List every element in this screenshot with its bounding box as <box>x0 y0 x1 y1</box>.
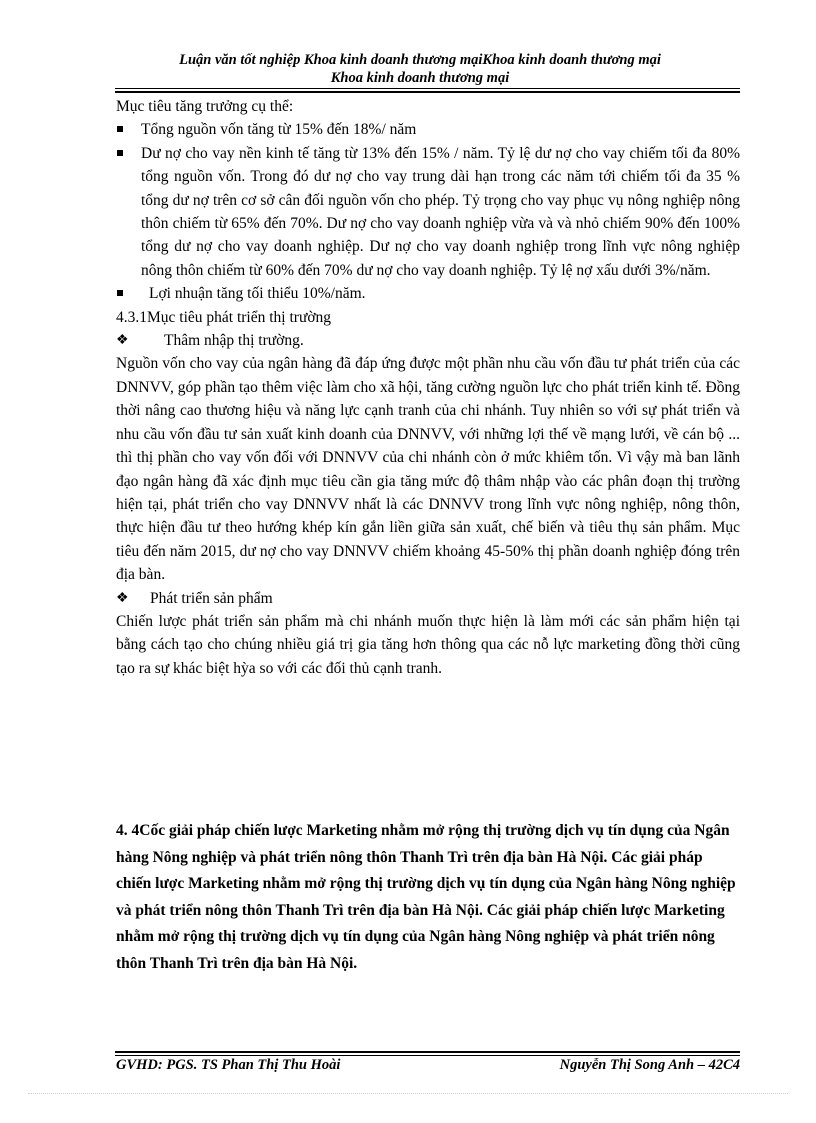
diamond-bullet-icon: ❖ <box>116 590 129 606</box>
header-line-2: Khoa kinh doanh thương mại <box>330 70 510 86</box>
header-divider-thick <box>115 91 740 93</box>
subsection-heading: 4.3.1Mục tiêu phát triển thị trường <box>116 308 332 326</box>
bullet-loan-outstanding <box>116 142 740 282</box>
paragraph-market-penetration: Nguồn vốn cho vay của ngân hàng đã đáp ứng được một phần nhu cầu vốn đầu tư phát triển của các DNNVV, góp phần tạo thêm việc làm cho xã hội, tăng cường nguồn lực cho phát triển kinh tế. Đồng thời nâng cao thương hiệu và năng lực cạnh tranh của chi nhánh. Tuy nhiên so với sự phát triển và nhu cầu vốn đầu tư sản xuất kinh doanh của DNNVV, với những lợi thế về mạng lưới, về cán bộ ... thì thị phần cho vay vốn đối với DNNVV của chi nhánh còn ở mức khiêm tốn. Vì vậy mà ban lãnh đạo ngân hàng đã xác định mục tiêu cần gia tăng mức độ thâm nhập vào các phân đoạn thị trường hiện tại, phát triển cho vay DNNVV nhất là các DNNVV trong lĩnh vực nông nghiệp, nông thôn, thực hiện đầu tư theo hướng khép kín gắn liền giữa sản xuất, chế biến và tiêu thụ sản phẩm. Mục tiêu đến năm 2015, dư nợ cho vay DNNVV chiếm khoảng 45-50% thị phần doanh nghiệp đóng trên địa bàn. <box>116 355 740 584</box>
bullet-text: Tổng nguồn vốn tăng từ 15% đến 18%/ năm <box>141 121 417 139</box>
bullet-text: Lợi nhuận tăng tối thiểu 10%/năm. <box>149 285 366 303</box>
diamond-bullet-icon: ❖ <box>116 333 129 349</box>
header-divider-thin <box>115 88 740 89</box>
page-header <box>100 51 740 87</box>
document-body <box>116 95 740 680</box>
footer-supervisor: GVHD: PGS. TS Phan Thị Thu Hoài <box>116 1057 341 1073</box>
diamond-item-market-penetration <box>116 329 740 352</box>
bullet-capital-growth <box>116 118 740 141</box>
bullet-profit-growth <box>116 282 740 305</box>
header-line-1: Luận văn tốt nghiệp Khoa kinh doanh thương mạiKhoa kinh doanh thương mại <box>179 52 661 68</box>
footer-divider-thick <box>115 1051 740 1053</box>
footer-author: Nguyễn Thị Song Anh – 42C4 <box>559 1057 740 1073</box>
section-heading-4-4: 4. 4Cốc giải pháp chiến lược Marketing nhằm mở rộng thị trường dịch vụ tín dụng của Ngân hàng Nông nghiệp và phát triển nông thôn Thanh Trì trên địa bàn Hà Nội. Các giải pháp chiến lược Marketing nhằm mở rộng thị trường dịch vụ tín dụng của Ngân hàng Nông nghiệp và phát triển nông thôn Thanh Trì trên địa bàn Hà Nội. Các giải pháp chiến lược Marketing nhằm mở rộng thị trường dịch vụ tín dụng của Ngân hàng Nông nghiệp và phát triển nông thôn Thanh Trì trên địa bàn Hà Nội. <box>116 822 736 972</box>
footer-divider-thin <box>115 1055 740 1056</box>
growth-targets-intro: Mục tiêu tăng trưởng cụ thể: <box>116 98 294 115</box>
diamond-item-product-development <box>116 587 740 610</box>
paragraph-product-development: Chiến lược phát triển sản phẩm mà chi nhánh muốn thực hiện là làm mới các sản phẩm hiện tại bằng cách tạo cho chúng nhiều giá trị gia tăng hơn thông qua các nỗ lực marketing đồng thời cũng tạo ra sự khác biệt hỳa so với các đối thủ cạnh tranh. <box>116 612 740 677</box>
diamond-item-text: Phát triển sản phẩm <box>150 589 273 607</box>
page-bottom-edge <box>28 1093 788 1094</box>
diamond-item-text: Thâm nhập thị trường. <box>164 332 304 350</box>
bullet-text: Dư nợ cho vay nền kinh tế tăng từ 13% đến 15% / năm. Tỷ lệ dư nợ cho vay chiếm tối đa 80% tổng nguồn vốn. Trong đó dư nợ cho vay trung dài hạn trong các năm tới chiếm tối đa 35 % tổng dư nợ trên cơ sở cân đối nguồn vốn cho phép. Tỷ trọng cho vay phục vụ nông nghiệp nông thôn chiếm từ 65% đến 70%. Dư nợ cho vay doanh nghiệp vừa và và nhỏ chiếm 90% đến 100% tổng dư nợ cho vay doanh nghiệp. Dư nợ cho vay doanh nghiệp trong lĩnh vực nông nghiệp nông thôn chiếm từ 60% đến 70% dư nợ cho vay doanh nghiệp. Tỷ lệ nợ xấu dưới 3%/năm. <box>141 144 740 279</box>
